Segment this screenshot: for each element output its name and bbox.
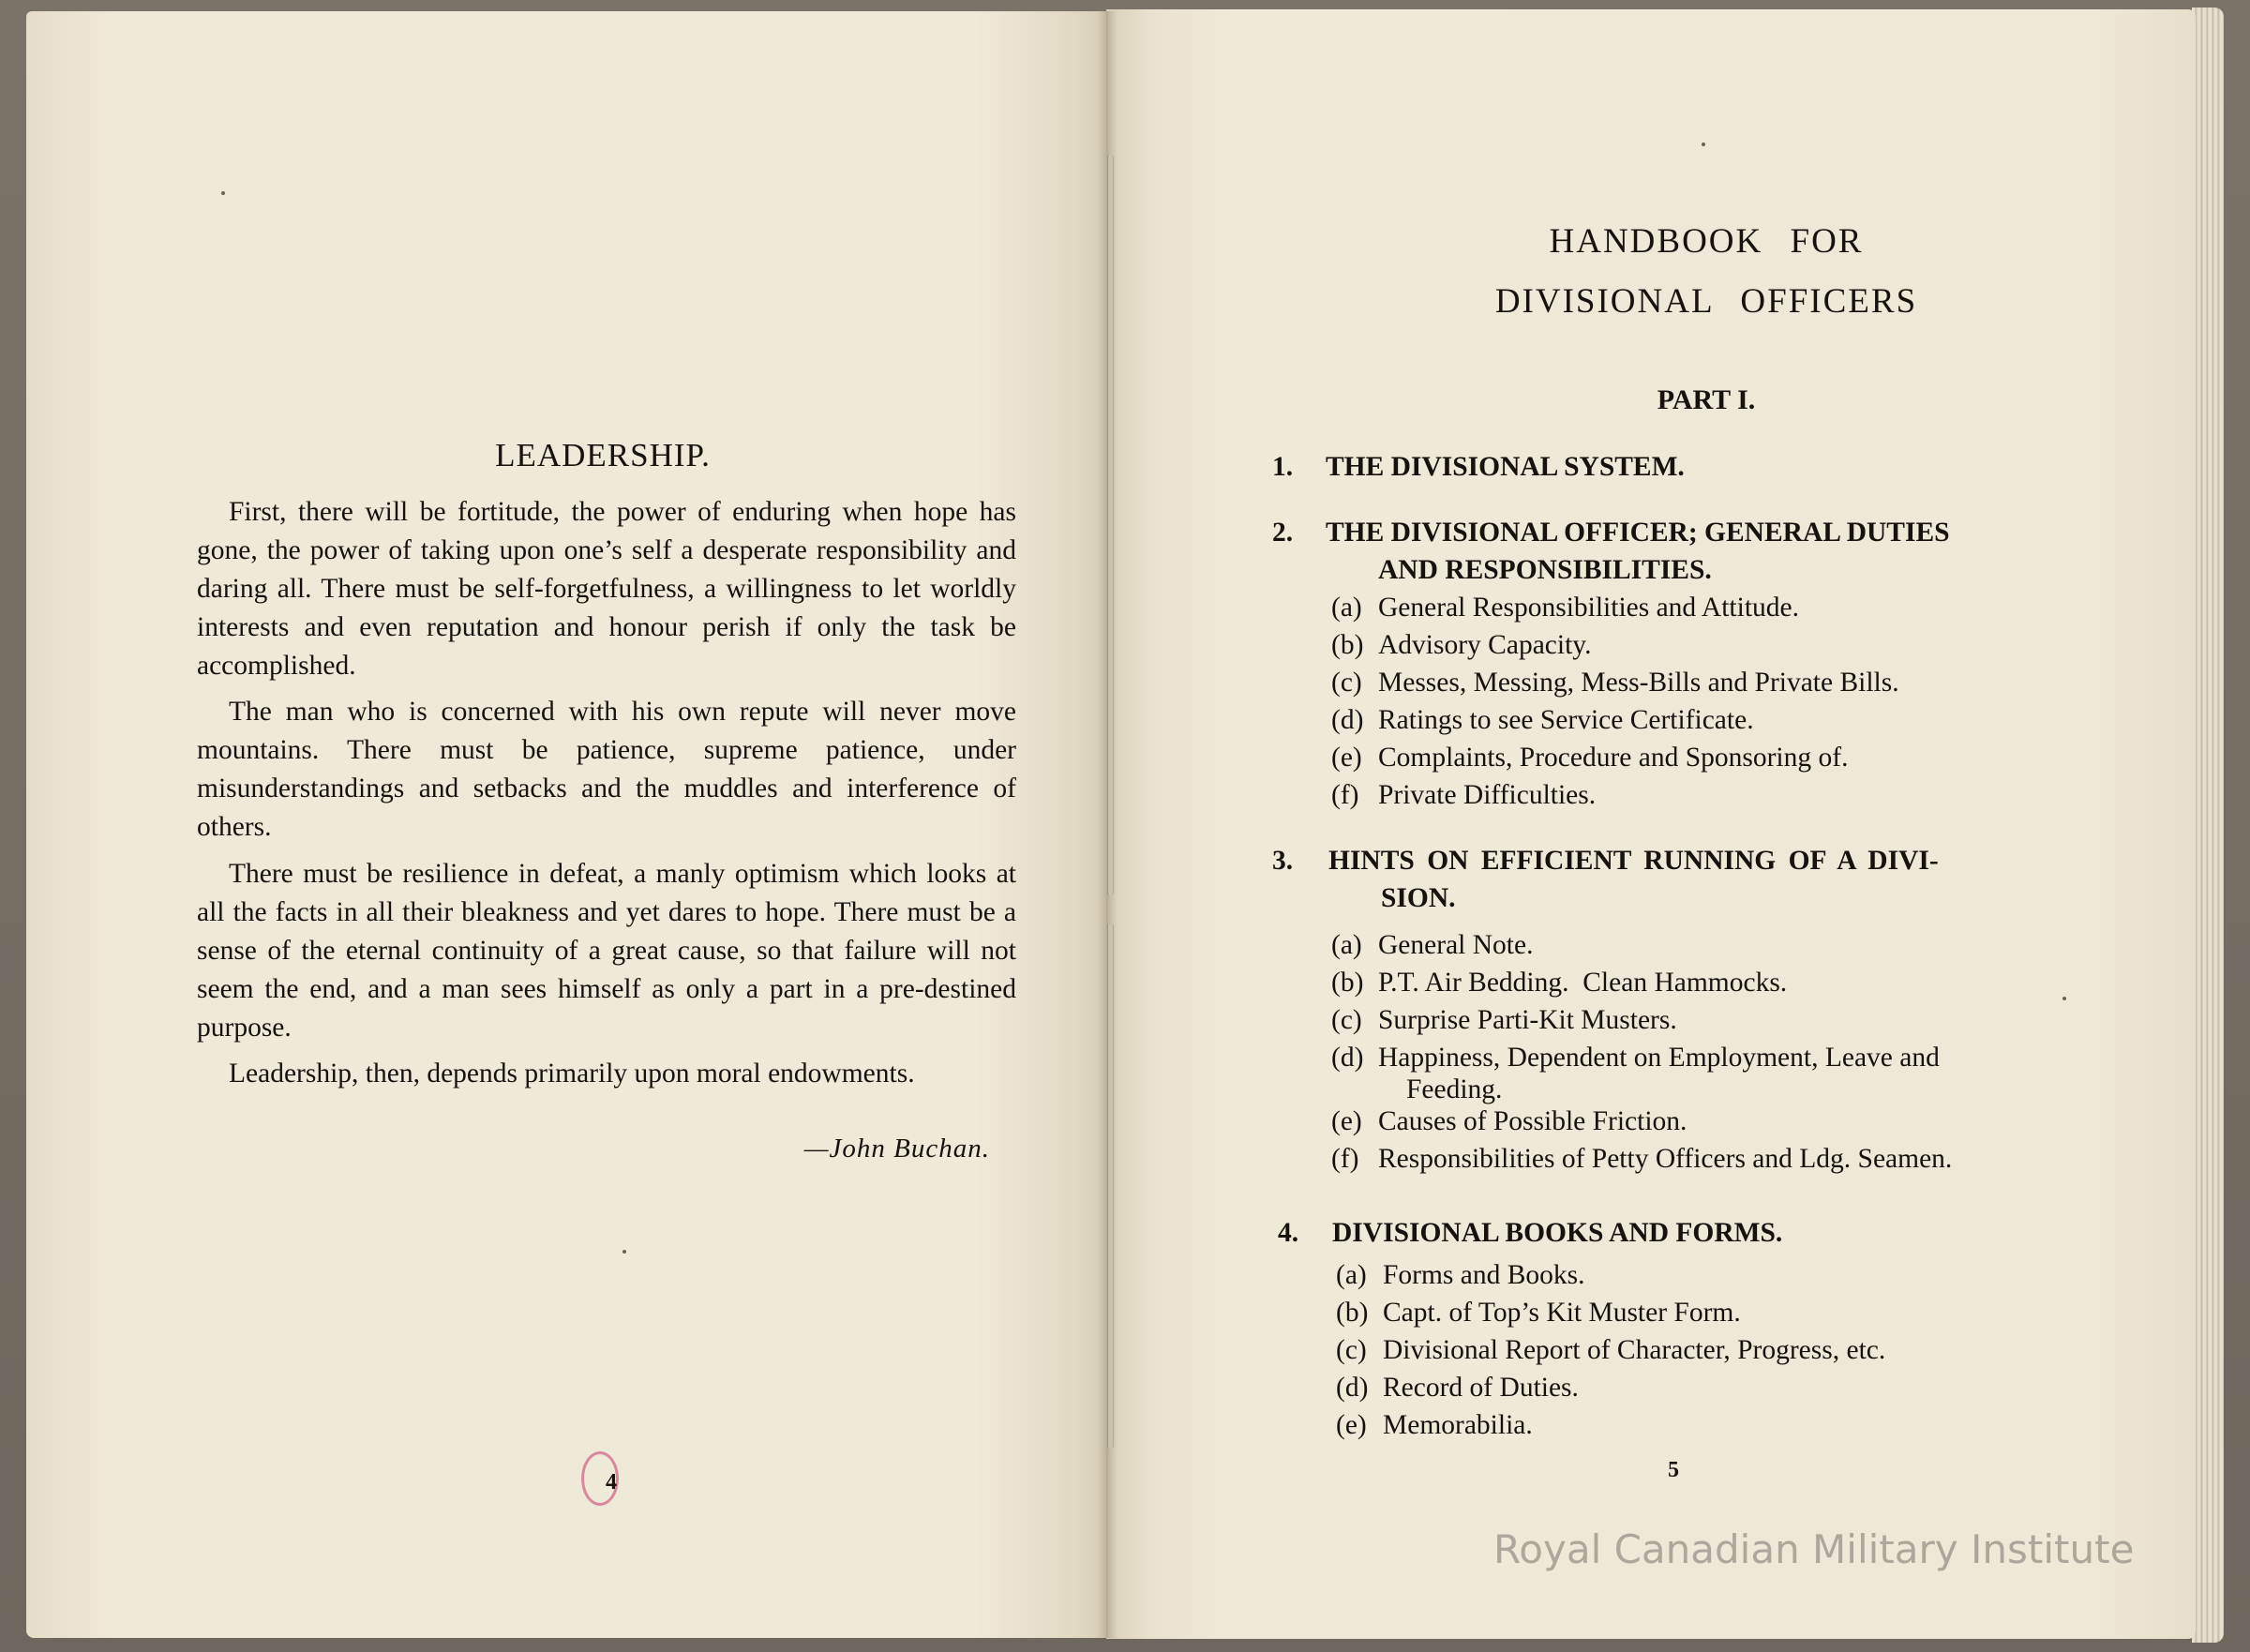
item-text: Record of Duties. (1383, 1373, 1579, 1403)
paragraph: Leadership, then, depends primarily upon moral endowments. (229, 1059, 915, 1089)
item-label: (c) (1331, 668, 1362, 698)
list-item (1331, 926, 2100, 964)
section-heading (1272, 448, 2078, 486)
item-text: General Note. (1378, 930, 1534, 960)
item-label: (d) (1331, 705, 1364, 735)
item-text: General Responsibilities and Attitude. (1378, 593, 1799, 623)
list-item (1336, 1294, 2105, 1331)
item-label: (d) (1336, 1373, 1369, 1403)
list-item (1331, 701, 2100, 739)
paragraph: First, there will be fortitude, the power of enduring when hope has gone, the power of taking upon one’s self a desperate responsibility and daring all. There must be self-forgetfulness, a willingness to let worldly interests and even reputation and honour perish if only the task be accomplished. (197, 497, 1016, 681)
item-label: (b) (1336, 1298, 1369, 1328)
section-number: 4. (1278, 1218, 1299, 1248)
watermark-text: Royal Canadian Military Institute (1493, 1526, 2135, 1572)
section-items (1336, 1256, 2105, 1444)
section-title: DIVISIONAL BOOKS AND FORMS. (1332, 1218, 1783, 1248)
section-heading (1272, 1214, 2078, 1252)
section-title: THE DIVISIONAL SYSTEM. (1326, 452, 1685, 482)
list-item (1331, 664, 2100, 701)
list-item (1331, 739, 2100, 776)
item-text-cont: Feeding. (1406, 1074, 1503, 1104)
item-label: (e) (1331, 743, 1362, 773)
item-text: Forms and Books. (1383, 1260, 1585, 1290)
item-label: (e) (1331, 1106, 1362, 1136)
list-item (1331, 1001, 2100, 1039)
paper-speck (622, 1250, 626, 1254)
part-heading: PART I. (1657, 384, 1756, 415)
section-heading (1272, 842, 2078, 917)
item-text: Complaints, Procedure and Sponsoring of. (1378, 743, 1849, 773)
item-text: Memorabilia. (1383, 1410, 1533, 1440)
paragraph: The man who is concerned with his own repute will never move mountains. There must be patience, supreme patience, under misunderstandings and setbacks and the muddles and interference of others. (197, 697, 1016, 842)
item-text: Happiness, Dependent on Employment, Leave and (1378, 1043, 1940, 1073)
section-number: 3. (1272, 846, 1294, 876)
item-text: Ratings to see Service Certificate. (1378, 705, 1754, 735)
item-label: (a) (1331, 930, 1362, 960)
item-label: (c) (1336, 1335, 1367, 1365)
section-items (1331, 589, 2100, 814)
item-text: Causes of Possible Friction. (1378, 1106, 1688, 1136)
section-items (1331, 926, 2100, 1178)
item-label: (f) (1331, 780, 1359, 810)
page-edges (2192, 8, 2224, 1643)
section-heading (1272, 514, 2078, 589)
handbook-title-line2: DIVISIONAL OFFICERS (1494, 282, 1918, 321)
paper-speck (221, 191, 225, 195)
paragraph: There must be resilience in defeat, a manly optimism which looks at all the facts in all their bleakness and yet dares to hope. There must be a sense of the eternal continuity of a great cause, so that failure will not seem the end, and a man sees himself as only a part in a pre-destined purpose. (197, 859, 1016, 1043)
section-title-cont: AND RESPONSIBILITIES. (1378, 555, 1712, 585)
item-text: Responsibilities of Petty Officers and Ldg. Seamen. (1378, 1144, 1953, 1174)
section-number: 2. (1272, 518, 1294, 548)
item-label: (a) (1336, 1260, 1367, 1290)
item-text: Messes, Messing, Mess-Bills and Private Bills. (1378, 668, 1899, 698)
item-label: (f) (1331, 1144, 1359, 1174)
item-label: (c) (1331, 1005, 1362, 1035)
quote-author: —John Buchan. (803, 1134, 990, 1164)
list-item (1331, 1039, 2100, 1103)
list-item (1331, 776, 2100, 814)
page-number-right: 5 (1668, 1458, 1679, 1482)
section-title: HINTS ON EFFICIENT RUNNING OF A DIVI- (1328, 846, 1939, 876)
item-text: Surprise Parti-Kit Musters. (1378, 1005, 1677, 1035)
section-title-cont: SION. (1381, 883, 1456, 913)
item-text: Private Difficulties. (1378, 780, 1597, 810)
section-number: 1. (1272, 452, 1294, 482)
page-number-left: 4 (606, 1470, 617, 1494)
handbook-title-line1: HANDBOOK FOR (1549, 222, 1864, 261)
item-label: (d) (1331, 1043, 1364, 1073)
list-item (1336, 1406, 2105, 1444)
item-label: (b) (1331, 968, 1364, 998)
item-label: (a) (1331, 593, 1362, 623)
staple-bottom (1107, 924, 1114, 1449)
list-item (1331, 1140, 2100, 1178)
list-item (1336, 1256, 2105, 1294)
paper-speck (2062, 997, 2066, 1000)
item-label: (e) (1336, 1410, 1367, 1440)
item-text: Divisional Report of Character, Progress, etc. (1383, 1335, 1886, 1365)
staple-top (1107, 155, 1114, 895)
list-item (1331, 589, 2100, 626)
item-text: Advisory Capacity. (1378, 630, 1592, 660)
list-item (1331, 964, 2100, 1001)
list-item (1336, 1369, 2105, 1406)
list-item (1331, 1103, 2100, 1140)
item-text: Capt. of Top’s Kit Muster Form. (1383, 1298, 1741, 1328)
list-item (1331, 626, 2100, 664)
leadership-heading: LEADERSHIP. (495, 437, 711, 473)
section-title: THE DIVISIONAL OFFICER; GENERAL DUTIES (1326, 518, 1950, 548)
item-label: (b) (1331, 630, 1364, 660)
item-text: P.T. Air Bedding. Clean Hammocks. (1378, 968, 1788, 998)
list-item (1336, 1331, 2105, 1369)
paper-speck (1702, 143, 1705, 146)
